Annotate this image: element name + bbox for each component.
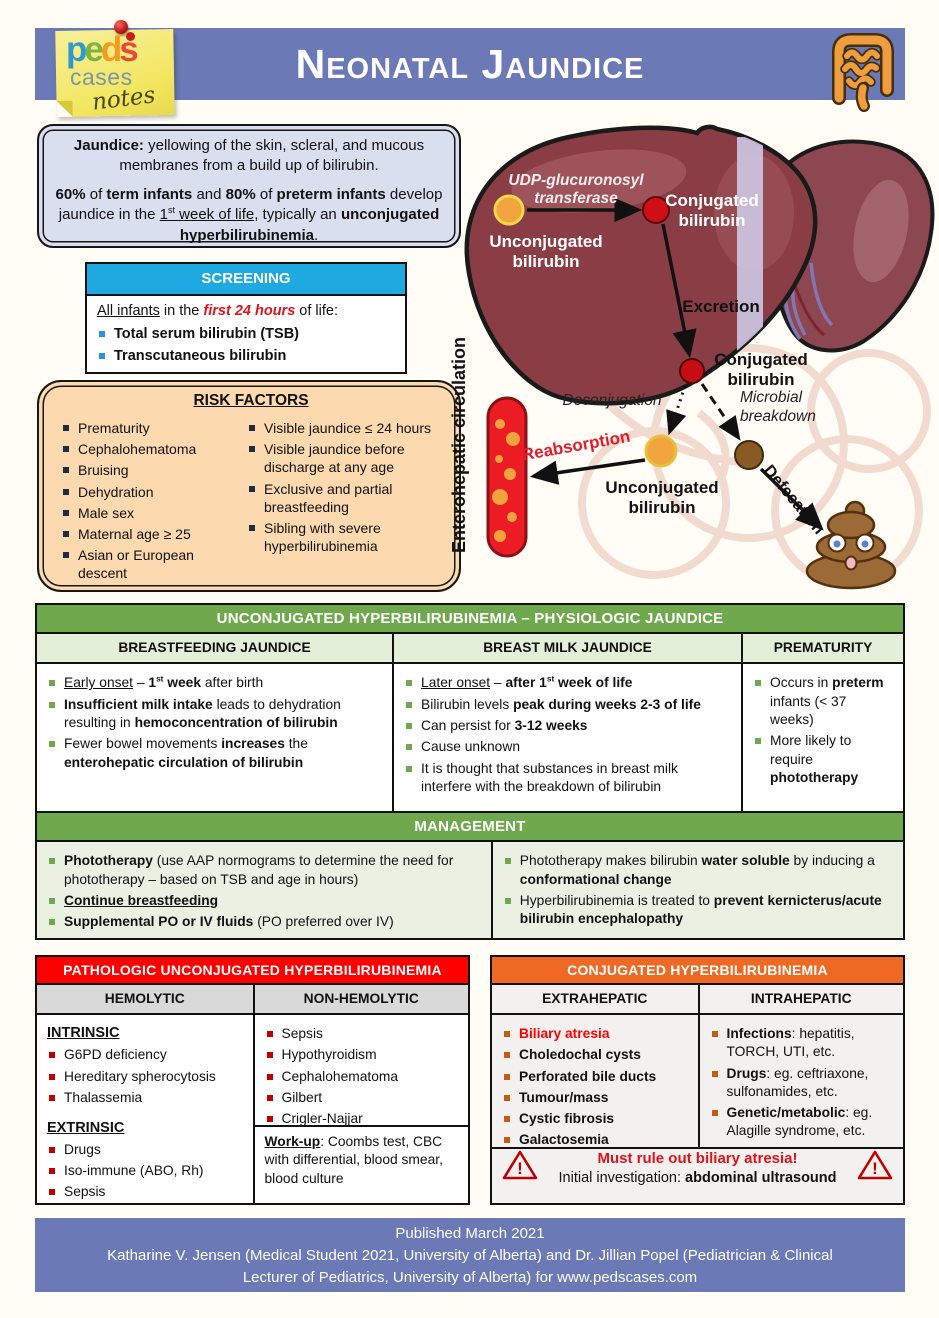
column-header: PREMATURITY — [741, 634, 903, 662]
prematurity-cell — [741, 664, 903, 811]
list-item: Visible jaundice ≤ 24 hours — [247, 419, 441, 437]
list-item: Bruising — [61, 461, 233, 479]
risk-factors-col1 — [61, 416, 233, 586]
list-item: Cephalohematoma — [61, 440, 233, 458]
label-deconjugation: Deconjugation — [562, 392, 662, 409]
intestine-icon — [812, 26, 906, 119]
logo-word-peds: peds — [66, 30, 136, 69]
list-item: Supplemental PO or IV fluids (PO preferred over IV) — [47, 913, 481, 931]
footer-line2: Katharine V. Jensen (Medical Student 2021, University of Alberta) and Dr. Jillian Popel (Pediatrician & Clinical — [107, 1246, 833, 1264]
warning-line2: Initial investigation: abdominal ultrasound — [558, 1169, 837, 1186]
risk-factors-box — [37, 380, 461, 592]
label-unconjugated-gut-line2: bilirubin — [628, 498, 696, 517]
blood-vessel — [488, 398, 526, 556]
breastfeeding-jaundice-cell — [37, 664, 392, 811]
stercobilin-dot — [735, 441, 763, 469]
list-item: Occurs in preterm infants (< 37 weeks) — [753, 674, 893, 729]
list-item: Bilirubin levels peak during weeks 2-3 of life — [404, 696, 731, 714]
column-header: HEMOLYTIC — [37, 985, 253, 1013]
list-item: Tumour/mass — [502, 1089, 688, 1107]
list-item: More likely to require phototherapy — [753, 732, 893, 787]
list-item: Biliary atresia — [502, 1025, 688, 1043]
column-header: BREASTFEEDING JAUNDICE — [37, 634, 392, 662]
label-conjugated-liver-line2: bilirubin — [678, 211, 746, 230]
non-hemolytic-cell — [253, 1015, 469, 1203]
unconjugated-bilirubin-dot-liver — [495, 196, 523, 224]
biliary-atresia-warning — [492, 1147, 903, 1203]
list-item: Genetic/metabolic: eg. Alagille syndrome, etc. — [710, 1104, 894, 1140]
logo-word-notes: notes — [90, 82, 157, 116]
label-udp-line1: UDP-glucuronosyl — [508, 172, 644, 189]
label-unconjugated-gut-line1: Unconjugated — [605, 478, 719, 497]
list-item: Gilbert — [265, 1089, 459, 1107]
label-unconjugated-liver-line1: Unconjugated — [489, 232, 603, 251]
label-enterohepatic-circulation: Enterohepatic circulation — [449, 336, 469, 554]
logo-word-cases: cases — [70, 64, 133, 90]
column-header: NON-HEMOLYTIC — [253, 985, 469, 1013]
list-item: Early onset – 1st week after birth — [47, 674, 382, 692]
definition-paragraph-1: Jaundice: yellowing of the skin, scleral, and mucous membranes from a build up of bilirubin. — [73, 137, 425, 175]
list-item: Fewer bowel movements increases the enterohepatic circulation of bilirubin — [47, 735, 382, 772]
risk-factors-col2 — [247, 416, 441, 586]
footer-bar — [35, 1218, 905, 1292]
management-right-cell — [491, 842, 903, 938]
list-item: Hyperbilirubinemia is treated to prevent kernicterus/acute bilirubin encephalopathy — [503, 892, 893, 929]
list-item: Male sex — [61, 504, 233, 522]
list-item: Sepsis — [265, 1025, 459, 1043]
label-udp-line2: transferase — [534, 190, 618, 207]
list-item: Phototherapy (use AAP normograms to determine the need for phototherapy – based on TSB and age in hours) — [47, 852, 481, 889]
list-item: Hereditary spherocytosis — [47, 1068, 243, 1086]
screening-box — [85, 262, 407, 374]
warning-triangle-icon — [502, 1149, 538, 1181]
column-header: EXTRAHEPATIC — [492, 985, 698, 1013]
page-title: Neonatal Jaundice — [295, 41, 645, 87]
note-fold — [56, 101, 72, 117]
intrahepatic-cell — [698, 1015, 904, 1147]
hemolytic-cell — [37, 1015, 253, 1203]
conjugated-banner: CONJUGATED HYPERBILIRUBINEMIA — [492, 957, 903, 983]
poop-icon — [807, 502, 895, 588]
jaundice-definition-box — [37, 124, 461, 248]
column-header: INTRAHEPATIC — [698, 985, 904, 1013]
list-item: Cephalohematoma — [265, 1068, 459, 1086]
list-item: It is thought that substances in breast milk interfere with the breakdown of bilirubin — [404, 760, 731, 797]
pathologic-unconjugated-table — [35, 955, 470, 1205]
list-item: Later onset – after 1st week of life — [404, 674, 731, 692]
list-item: Visible jaundice before discharge at any age — [247, 440, 441, 476]
list-item: Phototherapy makes bilirubin water soluble by inducing a conformational change — [503, 852, 893, 889]
label-microbial-line2: breakdown — [740, 408, 816, 425]
list-item: Cause unknown — [404, 738, 731, 756]
list-item: Asian or European descent — [61, 546, 233, 582]
list-item: Insufficient milk intake leads to dehydration resulting in hemoconcentration of bilirubin — [47, 696, 382, 733]
list-item: Drugs: eg. ceftriaxone, sulfonamides, etc. — [710, 1065, 894, 1101]
list-item: Hypothyroidism — [265, 1046, 459, 1064]
list-item: Exclusive and partial breastfeeding — [247, 480, 441, 516]
list-item: Prematurity — [61, 419, 233, 437]
physiologic-banner: UNCONJUGATED HYPERBILIRUBINEMIA – PHYSIOLOGIC JAUNDICE — [37, 605, 903, 632]
warning-triangle-icon — [857, 1149, 893, 1181]
list-item: G6PD deficiency — [47, 1046, 243, 1064]
physiologic-jaundice-table — [35, 603, 905, 940]
breast-milk-jaundice-cell — [392, 664, 741, 811]
label-microbial-line1: Microbial — [740, 389, 803, 406]
pedscases-logo — [52, 22, 186, 122]
label-conjugated-gut-line1: Conjugated — [714, 350, 808, 369]
list-item: Crigler-Najjar — [265, 1110, 459, 1128]
workup-note: Work-up: Coombs test, CBC with differential, blood smear, blood culture — [255, 1125, 469, 1194]
list-item: Continue breastfeeding — [47, 892, 481, 910]
list-item: Dehydration — [61, 483, 233, 501]
list-item: Can persist for 3-12 weeks — [404, 717, 731, 735]
list-item: Perforated bile ducts — [502, 1068, 688, 1086]
label-conjugated-gut-line2: bilirubin — [727, 370, 795, 389]
bilirubin-pathway-diagram — [449, 113, 939, 605]
conjugated-bilirubin-dot-gut — [680, 359, 704, 383]
list-item: Maternal age ≥ 25 — [61, 525, 233, 543]
management-banner: MANAGEMENT — [37, 811, 903, 840]
label-conjugated-liver-line1: Conjugated — [665, 191, 759, 210]
list-item: Infections: hepatitis, TORCH, UTI, etc. — [710, 1025, 894, 1061]
list-item: Sibling with severe hyperbilirubinemia — [247, 519, 441, 555]
list-item: Thalassemia — [47, 1089, 243, 1107]
risk-factors-title: RISK FACTORS — [193, 392, 309, 409]
pathologic-banner: PATHOLOGIC UNCONJUGATED HYPERBILIRUBINEMIA — [37, 957, 468, 983]
list-item: Choledochal cysts — [502, 1046, 688, 1064]
list-item: Iso-immune (ABO, Rh) — [47, 1162, 243, 1180]
screening-title: SCREENING — [87, 264, 405, 296]
extrinsic-subheading: EXTRINSIC — [47, 1119, 125, 1136]
management-left-cell — [37, 842, 491, 938]
label-reabsorption: Reabsorption — [520, 426, 632, 465]
list-item: Drugs — [47, 1141, 243, 1159]
list-item: Cystic fibrosis — [502, 1110, 688, 1128]
column-header: BREAST MILK JAUNDICE — [392, 634, 741, 662]
footer-line3: Lecturer of Pediatrics, University of Alberta) for www.pedscases.com — [242, 1268, 698, 1286]
svg-text:!: ! — [872, 1159, 878, 1179]
screening-intro: All infants in the first 24 hours of life: — [97, 303, 338, 319]
conjugated-table — [490, 955, 905, 1205]
list-item: Transcutaneous bilirubin — [97, 347, 395, 367]
label-defecation: Defecation — [759, 461, 828, 538]
footer-line1: Published March 2021 — [395, 1225, 545, 1242]
list-item: Sepsis — [47, 1183, 243, 1201]
label-excretion: Excretion — [682, 297, 760, 316]
list-item: Galactosemia — [502, 1131, 688, 1149]
unconjugated-bilirubin-dot-gut — [646, 436, 676, 466]
intrinsic-subheading: INTRINSIC — [47, 1025, 120, 1042]
screening-list — [97, 325, 395, 367]
definition-paragraph-2: 60% of term infants and 80% of preterm infants develop jaundice in the 1st week of life, typically an unconjugated hyperbilirubinemia. — [55, 185, 443, 244]
warning-line1: Must rule out biliary atresia! — [597, 1150, 798, 1168]
extrahepatic-cell — [492, 1015, 698, 1147]
list-item: Total serum bilirubin (TSB) — [97, 325, 395, 345]
svg-text:!: ! — [517, 1159, 523, 1179]
label-unconjugated-liver-line2: bilirubin — [512, 252, 580, 271]
